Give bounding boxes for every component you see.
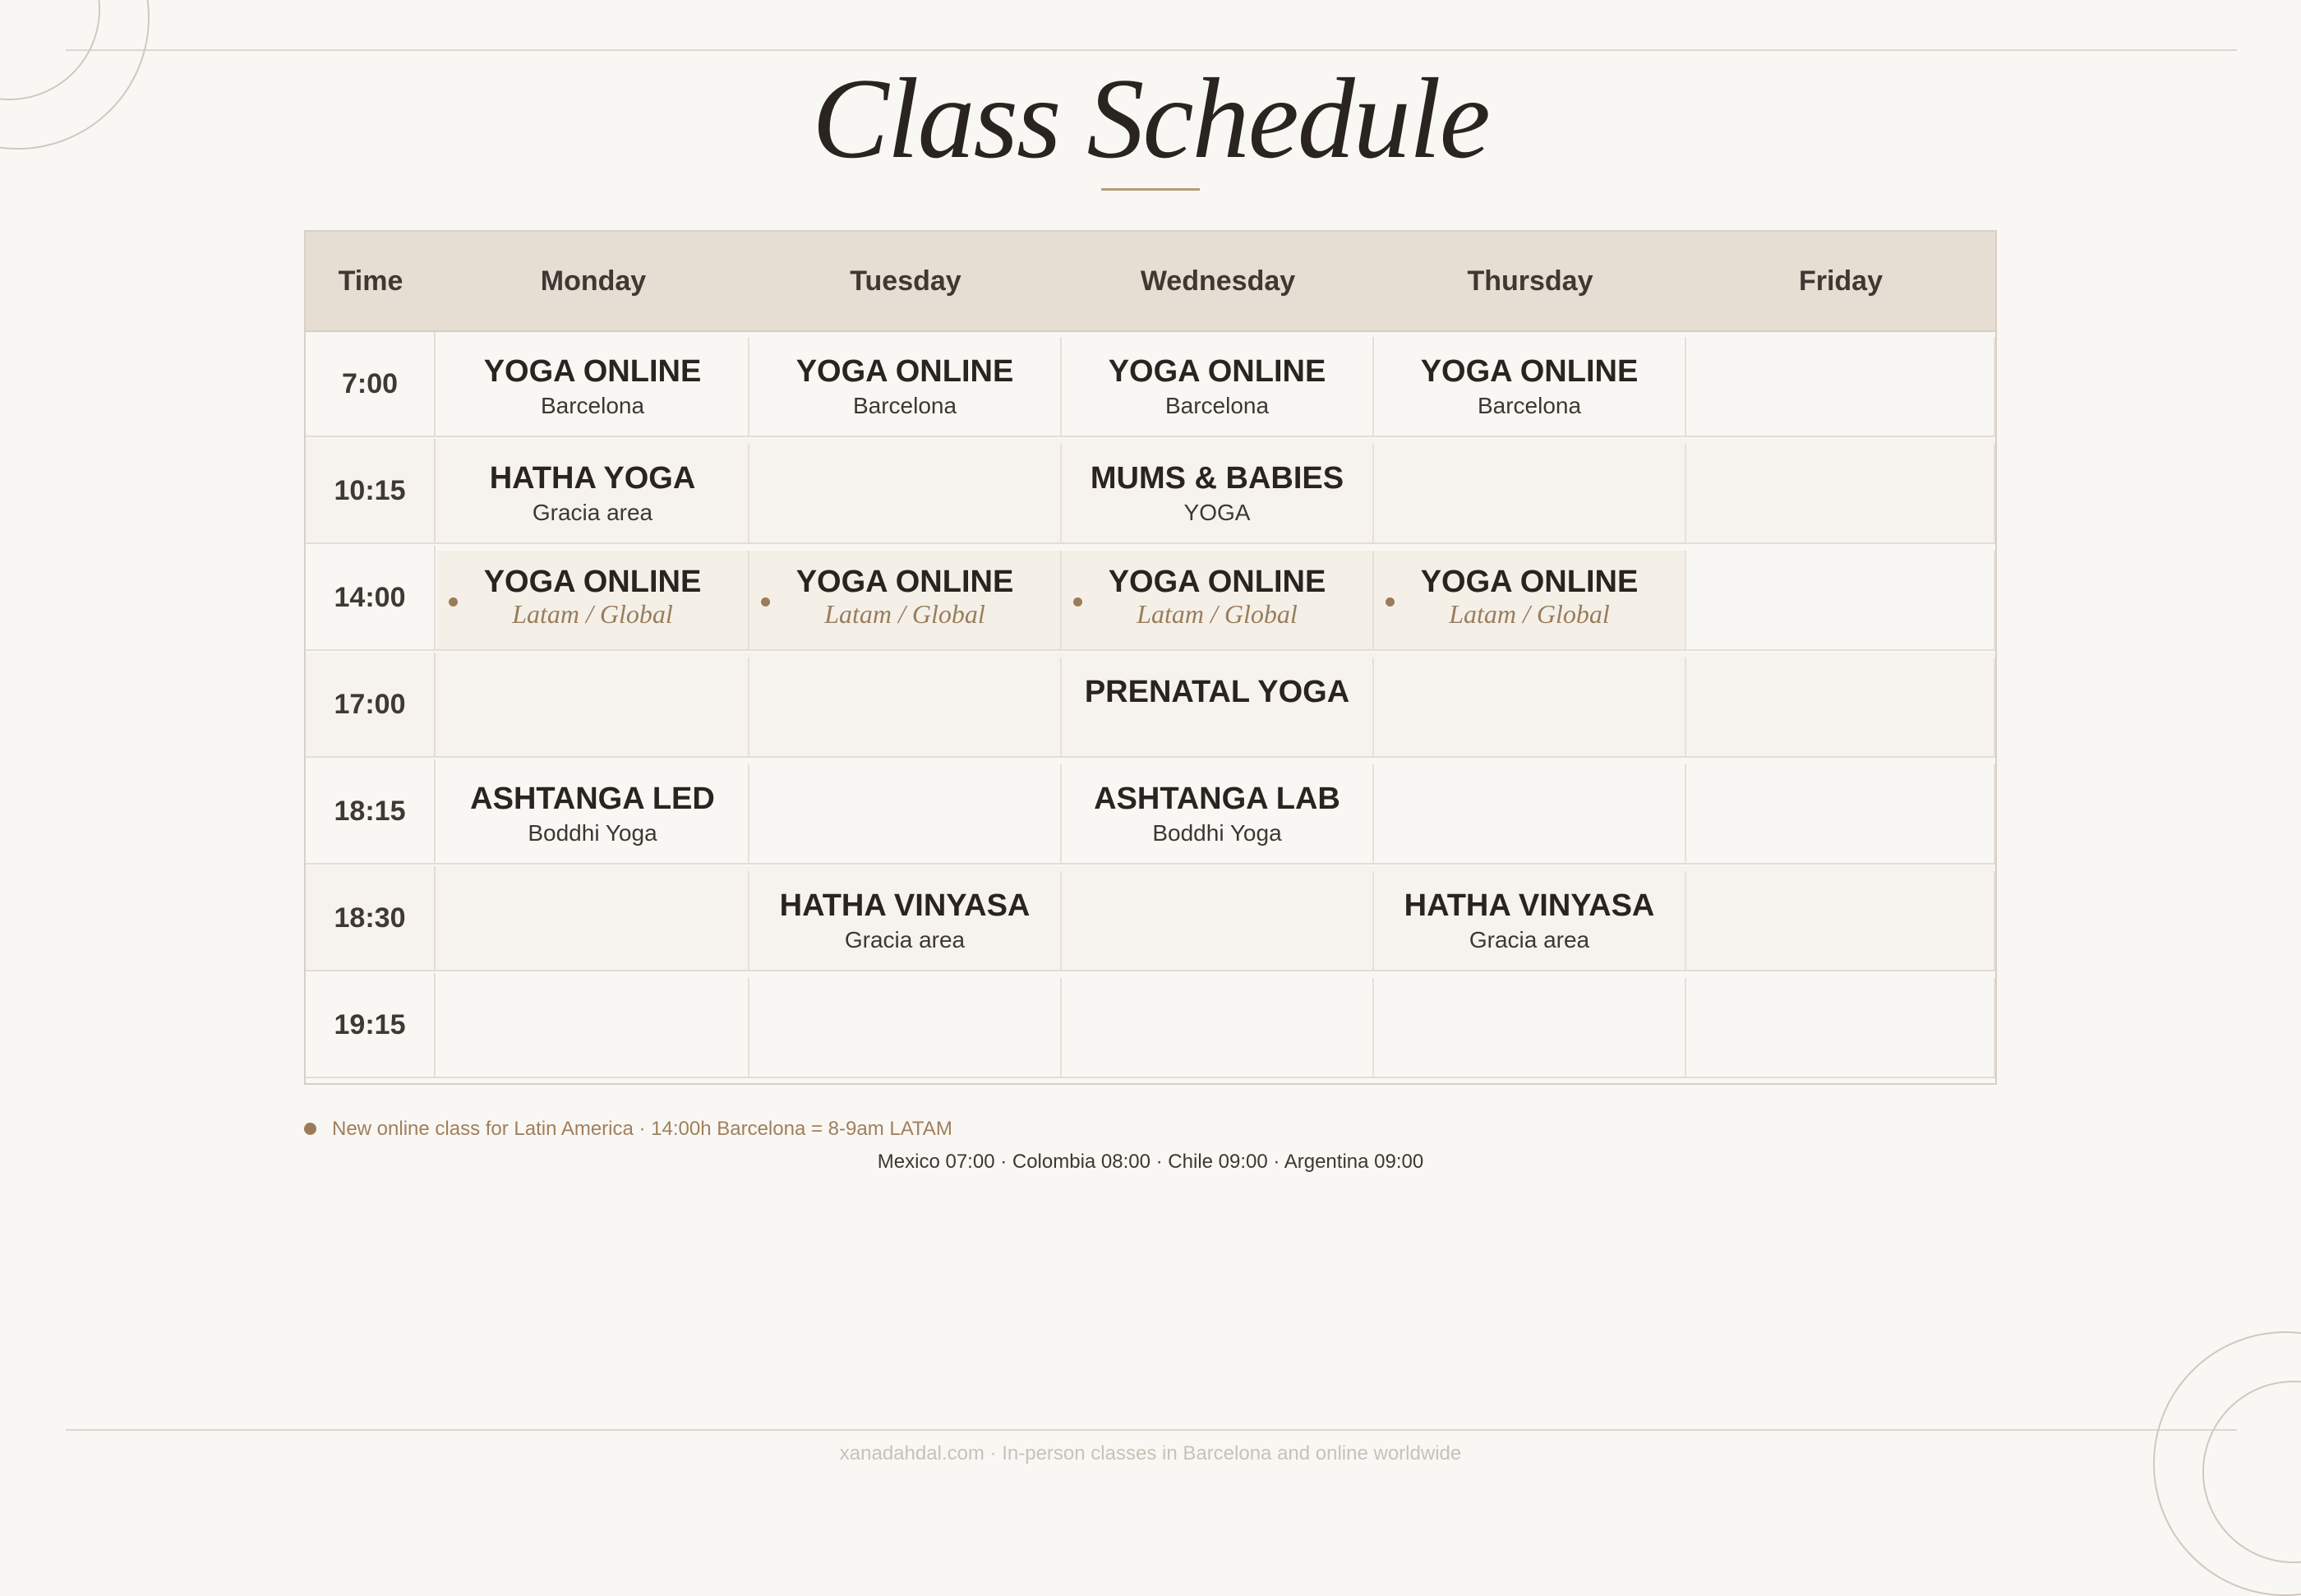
class-cell-tuesday xyxy=(749,871,1062,970)
class-cell-thursday xyxy=(1374,337,1686,436)
class-cell-wednesday xyxy=(1062,764,1374,863)
table-row xyxy=(306,973,1995,1078)
class-name: YOGA ONLINE xyxy=(1108,354,1326,389)
class-cell-friday xyxy=(1686,871,1995,970)
class-location: Barcelona xyxy=(852,393,957,418)
class-location: Gracia area xyxy=(1469,927,1590,953)
time-cell: 18:15 xyxy=(306,759,436,863)
class-cell-wednesday xyxy=(1062,871,1374,970)
class-name: YOGA ONLINE xyxy=(483,354,702,389)
class-name: YOGA ONLINE xyxy=(483,565,702,599)
class-location: Gracia area xyxy=(532,500,653,525)
time-cell: 19:15 xyxy=(306,973,436,1077)
class-location: Barcelona xyxy=(1477,393,1582,418)
class-cell-friday xyxy=(1686,764,1995,863)
class-location: Latam / Global xyxy=(512,599,673,629)
class-name: YOGA ONLINE xyxy=(795,565,1014,599)
class-cell-thursday xyxy=(1374,551,1686,649)
class-cell-monday xyxy=(437,551,749,649)
class-cell-monday xyxy=(437,871,749,970)
legend-note: New online class for Latin America · 14:00h Barcelona = 8-9am LATAM xyxy=(332,1118,952,1140)
class-cell-monday xyxy=(437,337,749,436)
class-cell-wednesday xyxy=(1062,657,1374,756)
class-cell-friday xyxy=(1686,444,1995,542)
class-name: MUMS & BABIES xyxy=(1090,461,1344,496)
time-cell: 17:00 xyxy=(306,653,436,756)
class-cell-tuesday xyxy=(749,978,1062,1077)
class-cell-tuesday xyxy=(749,551,1062,649)
footer-text: xanadahdal.com · In-person classes in Barcelona and online worldwide xyxy=(839,1442,1462,1465)
class-name: ASHTANGA LED xyxy=(470,782,715,816)
header-friday: Friday xyxy=(1798,265,1884,297)
class-cell-wednesday xyxy=(1062,444,1374,542)
class-cell-tuesday xyxy=(749,657,1062,756)
header-tuesday: Tuesday xyxy=(850,265,961,297)
class-cell-friday xyxy=(1686,657,1995,756)
class-cell-tuesday xyxy=(749,444,1062,542)
time-cell: 18:30 xyxy=(306,866,436,970)
online-dot-icon xyxy=(1073,597,1082,607)
timezone-conversions: Mexico 07:00 · Colombia 08:00 · Chile 09:00 · Argentina 09:00 xyxy=(877,1151,1424,1173)
header-thursday: Thursday xyxy=(1467,265,1593,297)
title-underline xyxy=(1101,188,1200,191)
class-cell-thursday xyxy=(1374,978,1686,1077)
class-cell-wednesday xyxy=(1062,337,1374,436)
class-name: YOGA ONLINE xyxy=(1420,354,1639,389)
class-cell-tuesday xyxy=(749,337,1062,436)
class-cell-monday xyxy=(437,657,749,756)
class-cell-thursday xyxy=(1374,657,1686,756)
header-monday: Monday xyxy=(540,265,647,297)
table-row xyxy=(306,332,1995,437)
class-cell-wednesday xyxy=(1062,551,1374,649)
class-location: Latam / Global xyxy=(1449,599,1610,629)
class-location: Boddhi Yoga xyxy=(1152,820,1282,846)
table-row xyxy=(306,866,1995,971)
online-dot-icon xyxy=(761,597,770,607)
class-location: Boddhi Yoga xyxy=(528,820,657,846)
bottom-divider xyxy=(66,1429,2237,1431)
page-title: Class Schedule xyxy=(812,55,1489,182)
class-cell-monday xyxy=(437,764,749,863)
time-cell: 14:00 xyxy=(306,546,436,649)
class-cell-friday xyxy=(1686,337,1995,436)
class-name: YOGA ONLINE xyxy=(795,354,1014,389)
class-cell-monday xyxy=(437,978,749,1077)
table-row xyxy=(306,759,1995,865)
class-location: Latam / Global xyxy=(1137,599,1298,629)
class-location: Barcelona xyxy=(1164,393,1270,418)
class-location: YOGA xyxy=(1183,500,1251,525)
class-cell-thursday xyxy=(1374,871,1686,970)
class-cell-wednesday xyxy=(1062,978,1374,1077)
header-time: Time xyxy=(338,265,403,297)
online-dot-icon xyxy=(449,597,458,607)
table-header xyxy=(306,232,1995,332)
class-location: Gracia area xyxy=(844,927,966,953)
class-cell-monday xyxy=(437,444,749,542)
time-cell: 7:00 xyxy=(306,332,436,436)
class-location: Barcelona xyxy=(540,393,645,418)
header-wednesday: Wednesday xyxy=(1140,265,1296,297)
class-name: ASHTANGA LAB xyxy=(1094,782,1340,816)
class-location: Latam / Global xyxy=(824,599,985,629)
class-name: HATHA VINYASA xyxy=(1404,888,1655,923)
class-name: YOGA ONLINE xyxy=(1108,565,1326,599)
class-name: HATHA VINYASA xyxy=(779,888,1031,923)
table-row xyxy=(306,546,1995,651)
table-row xyxy=(306,653,1995,758)
class-name: PRENATAL YOGA xyxy=(1084,675,1350,709)
class-cell-friday xyxy=(1686,978,1995,1077)
class-name: YOGA ONLINE xyxy=(1420,565,1639,599)
class-cell-thursday xyxy=(1374,764,1686,863)
class-cell-thursday xyxy=(1374,444,1686,542)
top-divider xyxy=(66,49,2237,51)
online-dot-icon xyxy=(1386,597,1395,607)
class-name: HATHA YOGA xyxy=(489,461,696,496)
class-cell-friday xyxy=(1686,551,1995,649)
schedule-table xyxy=(304,230,1997,1085)
legend-dot-icon xyxy=(304,1123,316,1135)
time-cell: 10:15 xyxy=(306,439,436,542)
class-cell-tuesday xyxy=(749,764,1062,863)
table-row xyxy=(306,439,1995,544)
